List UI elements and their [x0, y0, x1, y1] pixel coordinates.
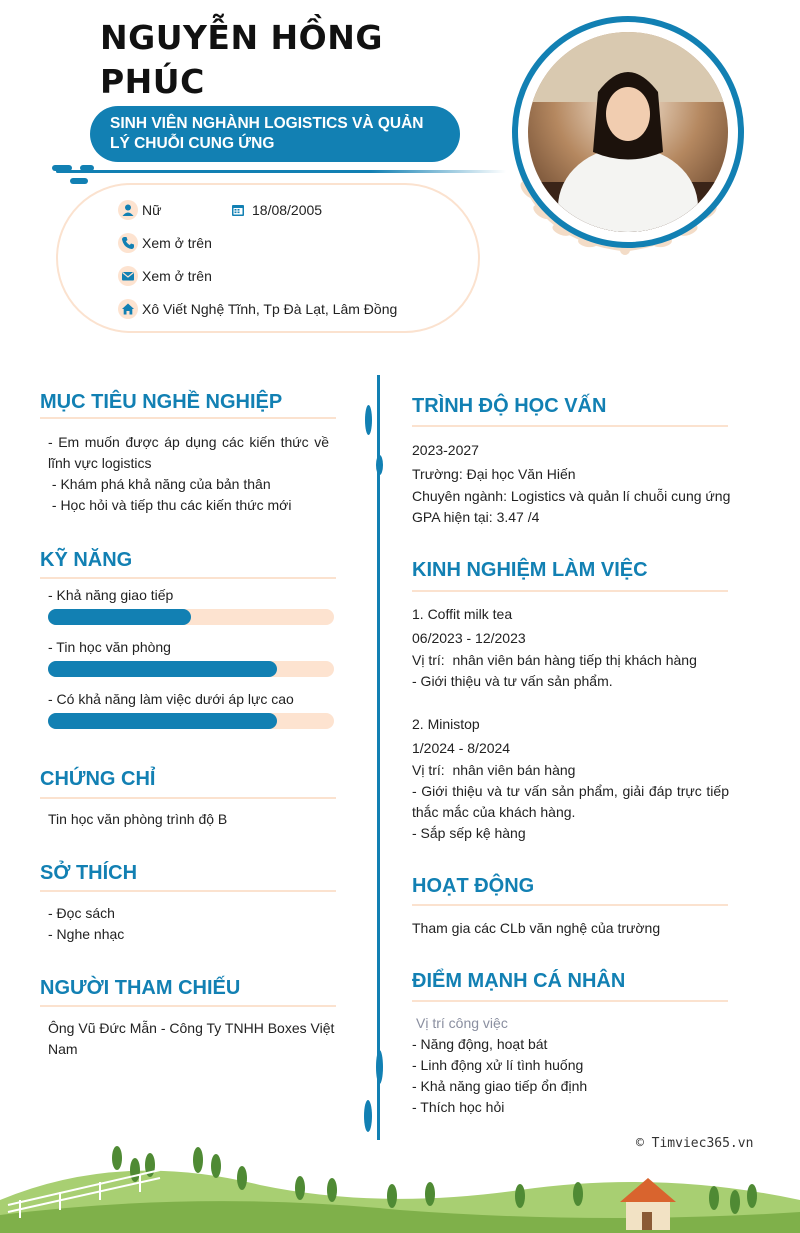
candidate-name: NGUYỄN HỒNG PHÚC: [100, 18, 383, 101]
section-rule: [40, 577, 336, 579]
section-rule: [40, 417, 336, 419]
footer-credit: © Timviec365.vn: [636, 1136, 754, 1151]
skills-title: KỸ NĂNG: [40, 549, 133, 571]
section-rule: [40, 1005, 336, 1007]
deco-dash: [70, 178, 88, 184]
column-divider: [377, 375, 380, 1140]
job-title-text: SINH VIÊN NGHÀNH LOGISTICS VÀ QUẢN LÝ CHUỖI CUNG ỨNG: [110, 115, 424, 152]
certificates-title: CHỨNG CHỈ: [40, 768, 156, 790]
job-company: 1. Coffit milk tea: [412, 606, 513, 622]
deco-dash: [80, 165, 94, 171]
job-description: - Sắp sếp kệ hàng: [412, 825, 526, 841]
profile-photo-icon: [528, 32, 728, 232]
avatar: [528, 32, 728, 232]
strength-item: - Khả năng giao tiếp ổn định: [412, 1078, 588, 1094]
job-description: - Giới thiệu và tư vấn sản phẩm, giải đáp trực tiếp thắc mắc của khách hàng.: [412, 783, 729, 820]
hobby-item: - Nghe nhạc: [48, 926, 125, 942]
leaf-decoration: [365, 405, 372, 435]
leaf-decoration: [364, 1100, 372, 1132]
section-rule: [412, 425, 728, 427]
address-row: [118, 299, 397, 319]
birthday-value: 18/08/2005: [252, 202, 323, 218]
section-rule: [412, 1000, 728, 1002]
gender-row: [118, 200, 161, 220]
activity-item: Tham gia các CLb văn nghệ của trường: [412, 920, 661, 936]
strengths-title: ĐIỂM MẠNH CÁ NHÂN: [412, 970, 626, 992]
email-row: [118, 266, 212, 286]
user-icon: [118, 200, 138, 220]
certificate-item: Tin học văn phòng trình độ B: [48, 811, 228, 827]
strength-item: - Thích học hỏi: [412, 1099, 505, 1115]
strengths-placeholder: Vị trí công việc: [416, 1015, 508, 1031]
phone-value: Xem ở trên: [142, 235, 212, 251]
job-period: 06/2023 - 12/2023: [412, 630, 526, 646]
education-title: TRÌNH ĐỘ HỌC VẤN: [412, 395, 607, 417]
job-title-banner: [90, 106, 460, 162]
education-gpa: GPA hiện tại: 3.47 /4: [412, 509, 540, 525]
skill-label: - Có khả năng làm việc dưới áp lực cao: [48, 691, 294, 707]
birthday-row: [228, 200, 322, 220]
home-icon: [118, 299, 138, 319]
deco-dash: [52, 165, 72, 171]
education-years: 2023-2027: [412, 442, 479, 458]
section-rule: [40, 890, 336, 892]
header-divider: [56, 170, 506, 173]
skill-label: - Tin học văn phòng: [48, 639, 171, 655]
hobbies-title: SỞ THÍCH: [40, 862, 138, 884]
education-school: Trường: Đại học Văn Hiến: [412, 466, 576, 482]
activities-title: HOẠT ĐỘNG: [412, 875, 535, 897]
hobby-item: - Đọc sách: [48, 905, 115, 921]
strength-item: - Năng động, hoạt bát: [412, 1036, 548, 1052]
objective-line-3: - Học hỏi và tiếp thu các kiến thức mới: [48, 497, 292, 513]
reference-item: Ông Vũ Đức Mẫn - Công Ty TNHH Boxes Việt Nam: [48, 1020, 335, 1057]
section-rule: [40, 797, 336, 799]
section-rule: [412, 590, 728, 592]
education-major: Chuyên ngành: Logistics và quản lí chuỗi cung ứng: [412, 488, 731, 504]
skill-label: - Khả năng giao tiếp: [48, 587, 174, 603]
leaf-decoration: [376, 1050, 383, 1084]
job-company: 2. Ministop: [412, 716, 480, 732]
job-description: - Giới thiệu và tư vấn sản phẩm.: [412, 673, 613, 689]
experience-title: KINH NGHIỆM LÀM VIỆC: [412, 559, 648, 581]
phone-icon: [118, 233, 138, 253]
leaf-decoration: [376, 455, 383, 475]
calendar-icon: [228, 200, 248, 220]
skill-bar-fill: [48, 661, 277, 677]
phone-row: [118, 233, 212, 253]
skill-bar-fill: [48, 713, 277, 729]
email-value: Xem ở trên: [142, 268, 212, 284]
job-role: Vị trí: nhân viên bán hàng tiếp thị khách hàng: [412, 652, 697, 668]
mail-icon: [118, 266, 138, 286]
objective-line-1: - Em muốn được áp dụng các kiến thức về lĩnh vực logistics: [48, 434, 329, 471]
job-period: 1/2024 - 8/2024: [412, 740, 511, 756]
objective-line-2: - Khám phá khả năng của bản thân: [48, 476, 271, 492]
skill-bar-fill: [48, 609, 191, 625]
address-value: Xô Viết Nghệ Tĩnh, Tp Đà Lạt, Lâm Đồng: [142, 301, 398, 317]
gender-value: Nữ: [142, 202, 162, 218]
job-role: Vị trí: nhân viên bán hàng: [412, 762, 576, 778]
strength-item: - Linh động xử lí tình huống: [412, 1057, 584, 1073]
section-rule: [412, 904, 728, 906]
objective-title: MỤC TIÊU NGHỀ NGHIỆP: [40, 391, 283, 413]
references-title: NGƯỜI THAM CHIẾU: [40, 977, 241, 999]
